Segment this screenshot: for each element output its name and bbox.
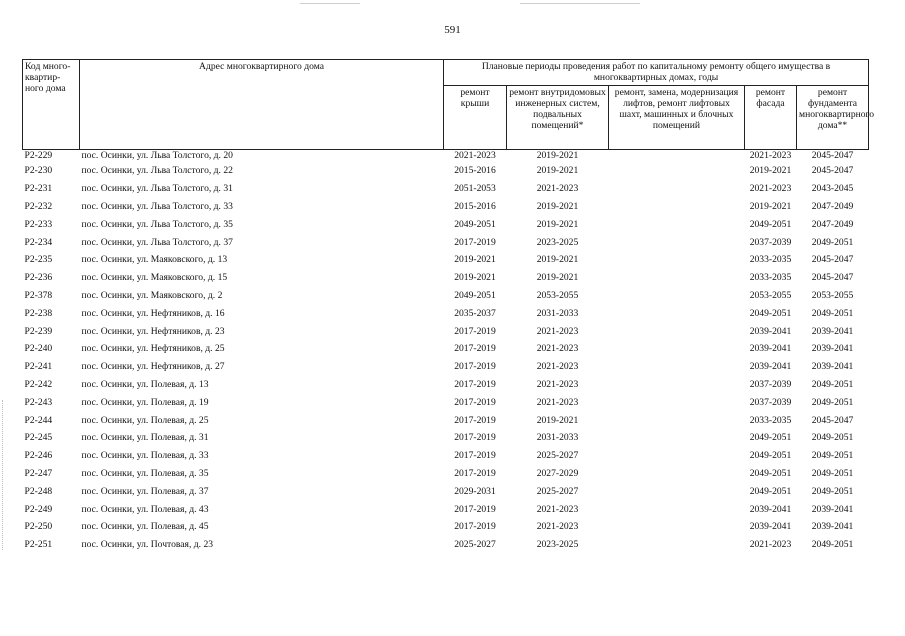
cell-address: пос. Осинки, ул. Маяковского, д. 2 [81, 289, 223, 301]
cell-address: пос. Осинки, ул. Нефтяников, д. 16 [81, 307, 225, 319]
table-row [23, 393, 869, 411]
cell-address: пос. Осинки, ул. Почтовая, д. 23 [81, 539, 214, 551]
cell-systems: 2021-2023 [536, 325, 579, 337]
table-row [23, 482, 869, 500]
cell-code: Р2-230 [24, 165, 53, 177]
cell-foundation: 2045-2047 [811, 165, 854, 177]
cell-facade: 2049-2051 [749, 467, 792, 479]
cell-code: Р2-235 [24, 254, 53, 266]
cell-foundation: 2047-2049 [811, 200, 854, 212]
cell-code: Р2-250 [24, 521, 53, 533]
cell-roof: 2017-2019 [454, 414, 496, 426]
cell-systems: 2031-2033 [536, 432, 579, 444]
cell-facade: 2037-2039 [749, 396, 792, 408]
cell-facade: 2049-2051 [749, 450, 792, 462]
table-row [23, 340, 869, 358]
cell-address: пос. Осинки, ул. Полевая, д. 13 [81, 378, 209, 390]
cell-lifts [609, 411, 745, 429]
header-roof: ремонт крыши [444, 86, 507, 150]
cell-address: пос. Осинки, ул. Полевая, д. 45 [81, 521, 209, 533]
cell-code: Р2-232 [24, 200, 53, 212]
cell-lifts [609, 215, 745, 233]
cell-systems: 2021-2023 [536, 521, 579, 533]
cell-address: пос. Осинки, ул. Полевая, д. 35 [81, 467, 209, 479]
cell-address: пос. Осинки, ул. Маяковского, д. 15 [81, 272, 228, 284]
table-row [23, 162, 869, 180]
cell-facade: 2021-2023 [749, 150, 792, 161]
cell-foundation: 2045-2047 [811, 414, 854, 426]
cell-facade: 2039-2041 [749, 521, 792, 533]
header-code: Код много-квартир-ного дома [23, 60, 80, 150]
cell-address: пос. Осинки, ул. Льва Толстого, д. 33 [81, 200, 233, 212]
cell-systems: 2021-2023 [536, 343, 579, 355]
cell-facade: 2019-2021 [749, 200, 792, 212]
cell-foundation: 2039-2041 [811, 325, 854, 337]
cell-systems: 2019-2021 [536, 414, 579, 426]
cell-code: Р2-248 [24, 485, 53, 497]
cell-lifts [609, 518, 745, 536]
cell-address: пос. Осинки, ул. Льва Толстого, д. 31 [81, 183, 233, 195]
cell-foundation: 2045-2047 [811, 272, 854, 284]
cell-foundation: 2039-2041 [811, 521, 854, 533]
cell-systems: 2023-2025 [536, 539, 579, 551]
cell-address: пос. Осинки, ул. Полевая, д. 43 [81, 503, 209, 515]
page-number: 591 [444, 24, 461, 36]
table-row [23, 198, 869, 216]
cell-lifts [609, 376, 745, 394]
cell-code: Р2-236 [24, 272, 53, 284]
cell-systems: 2021-2023 [536, 503, 579, 515]
cell-systems: 2021-2023 [536, 183, 579, 195]
cell-facade: 2033-2035 [749, 414, 792, 426]
cell-foundation: 2049-2051 [811, 378, 854, 390]
cell-lifts [609, 482, 745, 500]
cell-lifts [609, 287, 745, 305]
cell-facade: 2033-2035 [749, 254, 792, 266]
table-row [23, 411, 869, 429]
cell-address: пос. Осинки, ул. Льва Толстого, д. 37 [81, 236, 233, 248]
cell-code: Р2-238 [24, 307, 53, 319]
cell-foundation: 2049-2051 [811, 236, 854, 248]
cell-foundation: 2049-2051 [811, 539, 854, 551]
header-facade: ремонт фасада [745, 86, 797, 150]
cell-lifts [609, 340, 745, 358]
cell-foundation: 2053-2055 [811, 289, 854, 301]
cell-roof: 2017-2019 [454, 396, 496, 408]
cell-lifts [609, 150, 745, 163]
cell-roof: 2017-2019 [454, 467, 496, 479]
cell-lifts [609, 322, 745, 340]
cell-facade: 2021-2023 [749, 183, 792, 195]
cell-lifts [609, 358, 745, 376]
cell-roof: 2021-2023 [454, 150, 496, 161]
cell-lifts [609, 269, 745, 287]
cell-lifts [609, 162, 745, 180]
cell-address: пос. Осинки, ул. Нефтяников, д. 27 [81, 361, 225, 373]
cell-facade: 2049-2051 [749, 485, 792, 497]
table-row [23, 215, 869, 233]
cell-foundation: 2045-2047 [811, 150, 854, 161]
cell-facade: 2039-2041 [749, 325, 792, 337]
cell-address: пос. Осинки, ул. Маяковского, д. 13 [81, 254, 228, 266]
cell-facade: 2039-2041 [749, 343, 792, 355]
cell-lifts [609, 536, 745, 554]
cell-address: пос. Осинки, ул. Льва Толстого, д. 20 [81, 150, 233, 161]
cell-address: пос. Осинки, ул. Нефтяников, д. 23 [81, 325, 225, 337]
cell-facade: 2039-2041 [749, 503, 792, 515]
cell-foundation: 2043-2045 [811, 183, 854, 195]
cell-systems: 2019-2021 [536, 200, 579, 212]
cell-lifts [609, 233, 745, 251]
cell-systems: 2021-2023 [536, 378, 579, 390]
cell-systems: 2053-2055 [536, 289, 579, 301]
cell-roof: 2051-2053 [454, 183, 496, 195]
cell-facade: 2039-2041 [749, 361, 792, 373]
cell-systems: 2027-2029 [536, 467, 579, 479]
cell-lifts [609, 251, 745, 269]
cell-address: пос. Осинки, ул. Полевая, д. 31 [81, 432, 209, 444]
cell-code: Р2-239 [24, 325, 53, 337]
cell-code: Р2-244 [24, 414, 53, 426]
cell-roof: 2017-2019 [454, 325, 496, 337]
cell-foundation: 2049-2051 [811, 432, 854, 444]
cell-systems: 2019-2021 [536, 150, 579, 161]
table-row [23, 269, 869, 287]
cell-foundation: 2049-2051 [811, 467, 854, 479]
cell-foundation: 2049-2051 [811, 485, 854, 497]
cell-roof: 2017-2019 [454, 503, 496, 515]
table-row [23, 304, 869, 322]
cell-systems: 2025-2027 [536, 450, 579, 462]
cell-facade: 2019-2021 [749, 165, 792, 177]
cell-address: пос. Осинки, ул. Льва Толстого, д. 35 [81, 218, 233, 230]
cell-systems: 2019-2021 [536, 254, 579, 266]
cell-roof: 2017-2019 [454, 236, 496, 248]
cell-lifts [609, 465, 745, 483]
cell-foundation: 2039-2041 [811, 361, 854, 373]
cell-roof: 2017-2019 [454, 343, 496, 355]
cell-facade: 2049-2051 [749, 432, 792, 444]
cell-lifts [609, 304, 745, 322]
cell-roof: 2017-2019 [454, 361, 496, 373]
cell-facade: 2033-2035 [749, 272, 792, 284]
cell-facade: 2021-2023 [749, 539, 792, 551]
cell-systems: 2023-2025 [536, 236, 579, 248]
header-foundation: ремонт фундамента многоквартирного дома** [797, 86, 869, 150]
cell-code: Р2-245 [24, 432, 53, 444]
cell-address: пос. Осинки, ул. Полевая, д. 19 [81, 396, 209, 408]
repair-schedule-table [22, 59, 875, 554]
cell-foundation: 2045-2047 [811, 254, 854, 266]
cell-code: Р2-234 [24, 236, 53, 248]
cell-code: Р2-249 [24, 503, 53, 515]
cell-address: пос. Осинки, ул. Полевая, д. 33 [81, 450, 209, 462]
cell-code: Р2-251 [24, 539, 53, 551]
cell-roof: 2017-2019 [454, 378, 496, 390]
cell-roof: 2017-2019 [454, 432, 496, 444]
cell-systems: 2019-2021 [536, 165, 579, 177]
cell-roof: 2015-2016 [454, 165, 496, 177]
cell-foundation: 2049-2051 [811, 307, 854, 319]
cell-lifts [609, 429, 745, 447]
cell-foundation: 2047-2049 [811, 218, 854, 230]
cell-roof: 2025-2027 [454, 539, 496, 551]
header-systems: ремонт внутридомовых инженерных систем, подвальных помещений* [507, 86, 609, 150]
cell-systems: 2019-2021 [536, 218, 579, 230]
cell-code: Р2-229 [24, 150, 53, 161]
cell-address: пос. Осинки, ул. Полевая, д. 25 [81, 414, 209, 426]
table-body [23, 150, 869, 554]
cell-lifts [609, 447, 745, 465]
table-row [23, 251, 869, 269]
cell-code: Р2-233 [24, 218, 53, 230]
cell-systems: 2021-2023 [536, 361, 579, 373]
cell-code: Р2-240 [24, 343, 53, 355]
cell-lifts [609, 180, 745, 198]
cell-address: пос. Осинки, ул. Полевая, д. 37 [81, 485, 209, 497]
cell-code: Р2-231 [24, 183, 53, 195]
cell-lifts [609, 198, 745, 216]
table-row [23, 150, 869, 163]
table-row [23, 322, 869, 340]
header-lifts: ремонт, замена, модернизация лифтов, ремонт лифтовых шахт, машинных и блочных помещений [609, 86, 745, 150]
cell-foundation: 2049-2051 [811, 450, 854, 462]
table-header [23, 60, 875, 150]
cell-roof: 2049-2051 [454, 218, 496, 230]
cell-roof: 2035-2037 [454, 307, 496, 319]
scan-edge-artifact [2, 400, 4, 550]
cell-code: Р2-247 [24, 467, 53, 479]
table-row [23, 447, 869, 465]
table-row [23, 376, 869, 394]
cell-address: пос. Осинки, ул. Льва Толстого, д. 22 [81, 165, 233, 177]
cell-systems: 2019-2021 [536, 272, 579, 284]
cell-facade: 2053-2055 [749, 289, 792, 301]
cell-facade: 2049-2051 [749, 307, 792, 319]
cell-facade: 2049-2051 [749, 218, 792, 230]
cell-roof: 2017-2019 [454, 450, 496, 462]
cell-code: Р2-246 [24, 450, 53, 462]
cell-code: Р2-243 [24, 396, 53, 408]
table-row [23, 233, 869, 251]
cell-code: Р2-241 [24, 361, 53, 373]
header-periods: Плановые периоды проведения работ по капитальному ремонту общего имущества в многоквартирных домах, годы [444, 60, 869, 86]
table-row [23, 518, 869, 536]
cell-code: Р2-378 [24, 289, 53, 301]
cell-code: Р2-242 [24, 378, 53, 390]
scan-artifact-line [520, 3, 640, 4]
scan-artifact-line [300, 3, 360, 4]
cell-roof: 2019-2021 [454, 254, 496, 266]
cell-systems: 2025-2027 [536, 485, 579, 497]
header-address: Адрес многоквартирного дома [80, 60, 444, 150]
table-row [23, 500, 869, 518]
cell-facade: 2037-2039 [749, 378, 792, 390]
cell-roof: 2017-2019 [454, 521, 496, 533]
cell-foundation: 2039-2041 [811, 503, 854, 515]
cell-systems: 2021-2023 [536, 396, 579, 408]
table-row [23, 536, 869, 554]
cell-address: пос. Осинки, ул. Нефтяников, д. 25 [81, 343, 225, 355]
cell-roof: 2015-2016 [454, 200, 496, 212]
table-row [23, 180, 869, 198]
cell-roof: 2049-2051 [454, 289, 496, 301]
cell-foundation: 2039-2041 [811, 343, 854, 355]
table-row [23, 358, 869, 376]
cell-facade: 2037-2039 [749, 236, 792, 248]
cell-roof: 2019-2021 [454, 272, 496, 284]
cell-foundation: 2049-2051 [811, 396, 854, 408]
cell-systems: 2031-2033 [536, 307, 579, 319]
table-row [23, 465, 869, 483]
cell-roof: 2029-2031 [454, 485, 496, 497]
cell-lifts [609, 500, 745, 518]
cell-lifts [609, 393, 745, 411]
table-row [23, 429, 869, 447]
table-row [23, 287, 869, 305]
